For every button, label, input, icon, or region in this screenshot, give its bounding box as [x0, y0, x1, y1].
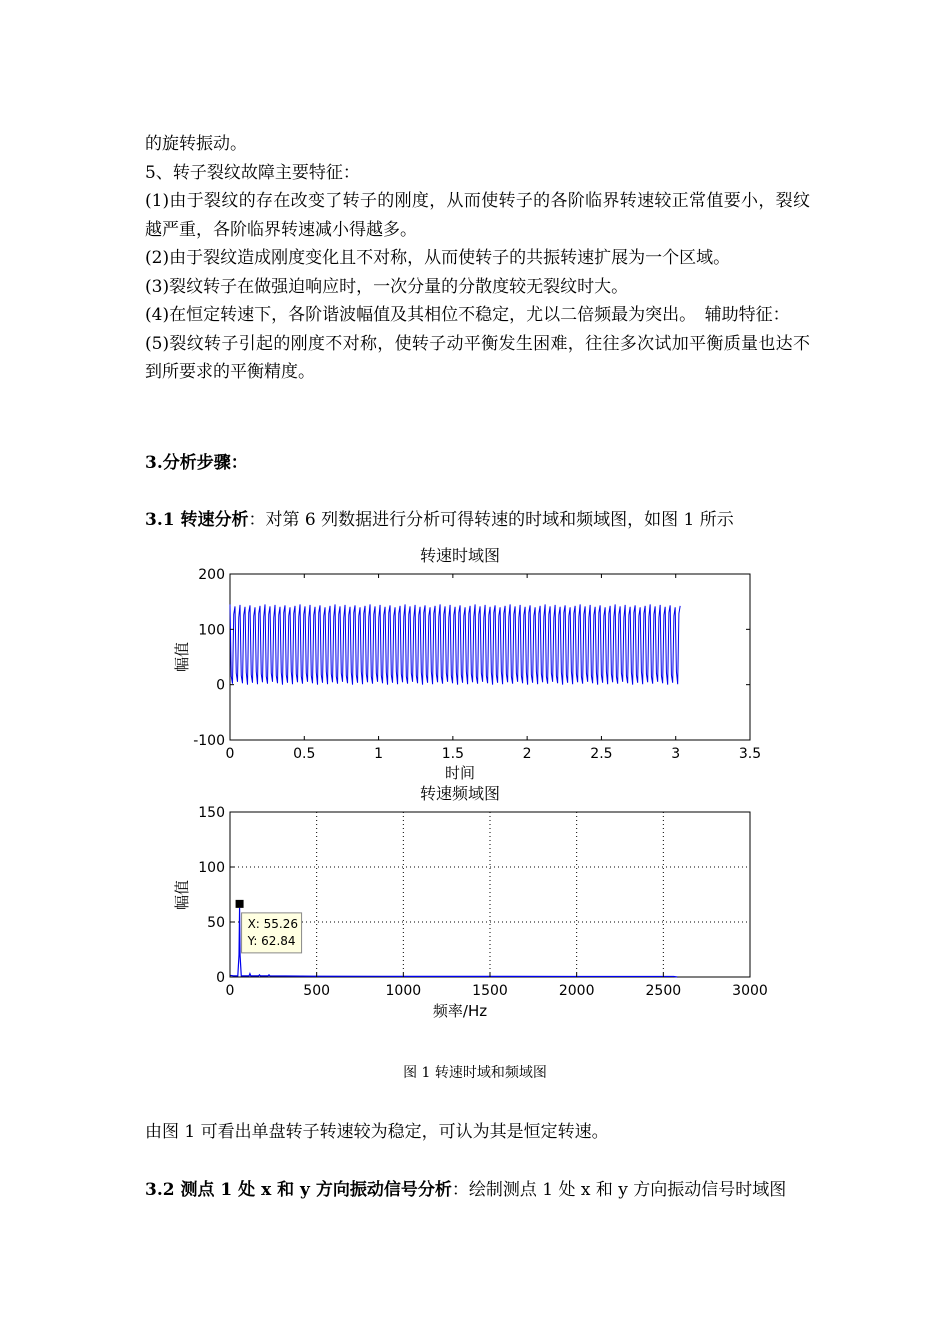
chart-title: 转速时域图 — [419, 546, 501, 565]
chart-figure — [160, 540, 780, 1030]
y-tick-label: 0 — [216, 970, 225, 986]
x-axis-label: 时间 — [444, 764, 476, 782]
conclusion-text — [145, 1118, 810, 1147]
subsection-title: 3.1 转速分析 — [145, 510, 249, 530]
section-heading: 3.分析步骤： — [145, 453, 248, 473]
text-line: 的旋转振动。 — [145, 134, 247, 154]
x-tick-label: 3000 — [732, 983, 768, 999]
x-tick-label: 1500 — [472, 983, 508, 999]
text-line: (2)由于裂纹造成刚度变化且不对称，从而使转子的共振转速扩展为一个区域。 — [145, 248, 731, 268]
x-tick-label: 500 — [303, 983, 331, 999]
x-tick-label: 2 — [522, 746, 532, 762]
text-line: (4)在恒定转速下，各阶谐波幅值及其相位不稳定，尤以二倍频最为突出。 辅助特征： — [145, 305, 790, 325]
text-line: (3)裂纹转子在做强迫响应时，一次分量的分散度较无裂纹时大。 — [145, 276, 629, 297]
text-line: (1)由于裂纹的存在改变了转子的刚度，从而使转子的各阶临界转速较正常值要小，裂纹越严重，各阶临界转速减小得越多。 — [145, 191, 810, 240]
x-axis-label: 频率/Hz — [432, 1002, 488, 1020]
frequency-domain-chart — [173, 784, 768, 1020]
x-tick-label: 0 — [225, 983, 235, 999]
figure-1 — [160, 540, 780, 1030]
y-tick-label: -100 — [193, 733, 225, 749]
subsection-text: ：绘制测点 1 处 x 和 y 方向振动信号时域图 — [451, 1180, 787, 1200]
subsection-3-2 — [145, 1175, 786, 1200]
y-axis-label: 幅值 — [173, 879, 191, 911]
x-tick-label: 2.5 — [590, 746, 613, 762]
datatip-x-label: X: 55.26 — [247, 916, 299, 931]
x-tick-label: 3 — [671, 746, 681, 762]
subsection-text: ：对第 6 列数据进行分析可得转速的时域和频域图，如图 1 所示 — [248, 510, 734, 530]
x-tick-label: 2000 — [558, 983, 595, 999]
text-line: (5)裂纹转子引起的刚度不对称，使转子动平衡发生困难，往往多次试加平衡质量也达不到所要求的平衡精度。 — [145, 333, 810, 382]
text-line: 由图 1 可看出单盘转子转速较为稳定，可认为其是恒定转速。 — [145, 1122, 609, 1142]
text-line: 5、转子裂纹故障主要特征： — [145, 162, 360, 183]
y-tick-label: 100 — [198, 860, 225, 876]
subsection-3-1 — [145, 505, 734, 530]
y-tick-label: 100 — [198, 622, 225, 639]
x-tick-label: 3.5 — [738, 746, 762, 762]
x-tick-label: 1 — [374, 746, 384, 762]
x-tick-label: 0.5 — [293, 746, 316, 762]
chart-title: 转速频域图 — [419, 784, 501, 803]
x-tick-label: 0 — [225, 746, 235, 762]
time-domain-chart — [173, 546, 761, 782]
figure-caption: 图 1 转速时域和频域图 — [403, 1065, 547, 1081]
datatip-marker[interactable] — [236, 900, 244, 908]
y-tick-label: 0 — [216, 677, 225, 694]
x-tick-label: 1000 — [385, 983, 422, 999]
body-text — [145, 130, 810, 387]
subsection-title: 3.2 测点 1 处 x 和 y 方向振动信号分析 — [145, 1180, 452, 1200]
y-axis-label: 幅值 — [173, 641, 191, 673]
y-tick-label: 150 — [198, 805, 225, 821]
y-tick-label: 200 — [198, 567, 225, 583]
y-tick-label: 50 — [207, 915, 225, 931]
x-tick-label: 2500 — [645, 983, 682, 999]
datatip-y-label: Y: 62.84 — [247, 933, 296, 948]
x-tick-label: 1.5 — [441, 746, 464, 762]
